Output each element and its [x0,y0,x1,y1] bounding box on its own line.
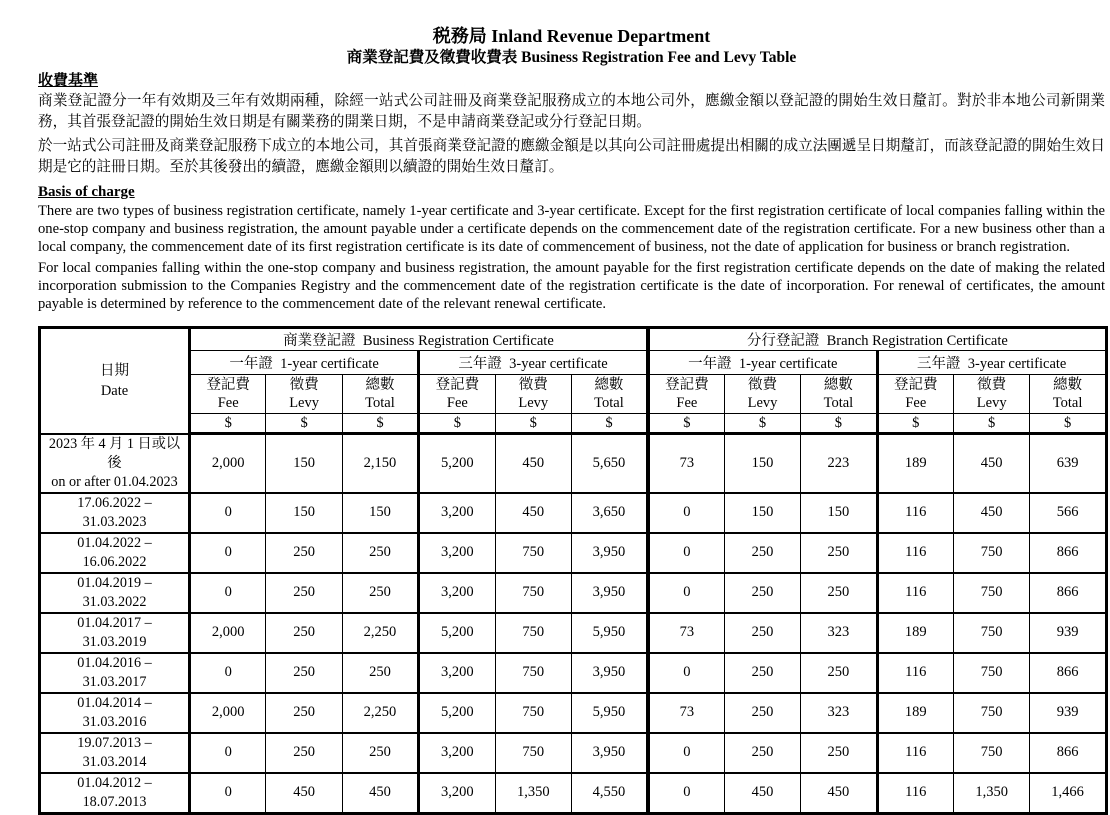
fee-cell: 250 [801,653,877,693]
fee-cell: 1,350 [953,773,1029,814]
fee-cell: 0 [190,773,266,814]
page-subtitle-en: Business Registration Fee and Levy Table [521,49,797,66]
text-line: Total [365,395,395,411]
text-line: 徵費 [518,376,548,393]
fee-cell: 939 [1030,613,1106,653]
text-line: 01.04.2016 – 31.03.2017 [77,654,152,690]
column-header [1030,375,1106,414]
fee-cell: 250 [266,533,342,573]
fee-cell: 150 [724,493,800,533]
text-line: 總數 [365,376,395,393]
fee-cell: 2,150 [342,434,418,493]
fee-cell: 450 [724,773,800,814]
page-subtitle-zh: 商業登記費及徵費收費表 [346,49,518,66]
text-line: 登記費 [435,376,480,393]
text-line: 01.04.2019 – 31.03.2022 [77,574,152,610]
text-line: Fee [905,395,927,411]
column-header [342,375,418,414]
cert-type-header: 三年證 3-year certificate [877,351,1106,375]
text-line: 19.07.2013 – 31.03.2014 [77,734,152,770]
text-line: Fee [217,395,239,411]
fee-cell: 450 [953,493,1029,533]
text-line: Levy [289,395,319,411]
table-row [40,653,1107,693]
text-line: 登記費 [894,376,938,393]
text-line: 總數 [1053,376,1083,393]
column-header [495,375,571,414]
fee-cell: 3,950 [571,573,647,613]
fee-cell: 250 [724,733,800,773]
section-heading-en: Basis of charge [38,184,135,200]
fee-cell: 5,650 [571,434,647,493]
fee-cell: 150 [266,493,342,533]
table-row [40,613,1107,653]
fee-cell: 116 [877,493,953,533]
fee-cell: 73 [648,613,724,653]
fee-cell: 0 [190,573,266,613]
fee-table [38,326,1108,815]
fee-cell: 750 [495,693,571,733]
fee-cell: 250 [342,653,418,693]
paragraph-en-2: For local companies falling within the one-stop company and business registration, the amount payable for the first registration certificate depends on the date of making the related incorporation submission to the Companies Registry and the commencement date of the registration certificate is the date of incorporation. For renewal of certificates, the amount payable is determined by reference to the commencement date of the relevant renewal certificate. [38,260,1105,312]
fee-cell: 150 [801,493,877,533]
fee-cell: 2,000 [190,693,266,733]
text-line: 01.04.2022 – 16.06.2022 [77,534,152,570]
fee-cell: 0 [190,493,266,533]
currency-header: $ [190,414,266,434]
text-line: on or after 01.04.2023 [51,473,178,490]
fee-cell: 3,200 [419,533,495,573]
date-column-header [40,328,190,434]
page-title-en: Inland Revenue Department [491,26,711,46]
fee-cell: 150 [342,493,418,533]
fee-cell: 750 [953,533,1029,573]
fee-cell: 0 [190,733,266,773]
fee-cell: 0 [190,533,266,573]
currency-header: $ [801,414,877,434]
fee-cell: 250 [342,533,418,573]
date-cell [40,434,190,493]
cert-type-header: 三年證 3-year certificate [419,351,648,375]
fee-cell: 250 [266,733,342,773]
fee-cell: 2,000 [190,434,266,493]
fee-cell: 323 [801,613,877,653]
fee-cell: 5,200 [419,613,495,653]
text-line: 總數 [594,376,624,393]
text-line: 01.04.2012 – 18.07.2013 [77,774,152,810]
fee-cell: 116 [877,733,953,773]
text-line: Levy [747,395,778,411]
column-header [724,375,800,414]
fee-cell: 750 [495,733,571,773]
fee-cell: 450 [495,493,571,533]
table-header-row [40,328,1107,351]
fee-cell: 450 [953,434,1029,493]
fee-cell: 450 [801,773,877,814]
cert-type-header: 一年證 1-year certificate [190,351,419,375]
fee-cell: 73 [648,434,724,493]
fee-cell: 250 [342,733,418,773]
fee-cell: 866 [1030,573,1106,613]
table-row [40,733,1107,773]
table-row [40,773,1107,814]
fee-cell: 3,650 [571,493,647,533]
fee-cell: 0 [648,733,724,773]
fee-cell: 73 [648,693,724,733]
fee-cell: 250 [801,533,877,573]
currency-header: $ [266,414,342,434]
text-line: 01.04.2017 – 31.03.2019 [77,614,152,650]
fee-cell: 866 [1030,533,1106,573]
text-line: 17.06.2022 – 31.03.2023 [77,494,152,530]
fee-cell: 250 [266,573,342,613]
fee-cell: 639 [1030,434,1106,493]
section-heading-zh: 收費基準 [38,73,99,89]
currency-header: $ [877,414,953,434]
fee-cell: 116 [877,573,953,613]
text-line: 徵費 [748,376,777,393]
text-line: Fee [446,395,468,411]
fee-cell: 116 [877,773,953,814]
fee-cell: 750 [495,573,571,613]
column-header [190,375,266,414]
fee-cell: 250 [801,573,877,613]
text-line: 徵費 [289,376,319,393]
fee-cell: 4,550 [571,773,647,814]
fee-cell: 323 [801,693,877,733]
column-header [419,375,495,414]
fee-cell: 5,200 [419,693,495,733]
column-header [801,375,877,414]
fee-cell: 3,200 [419,653,495,693]
fee-cell: 116 [877,653,953,693]
fee-cell: 0 [648,493,724,533]
group-header: 商業登記證 Business Registration Certificate [190,328,648,351]
table-header-row [40,414,1107,434]
date-cell [40,613,190,653]
fee-cell: 866 [1030,733,1106,773]
fee-cell: 0 [648,573,724,613]
fee-cell: 939 [1030,693,1106,733]
text-line: Total [594,395,624,411]
fee-cell: 1,466 [1030,773,1106,814]
document-content [38,0,1105,815]
text-line: 登記費 [665,376,709,393]
fee-cell: 189 [877,434,953,493]
fee-cell: 250 [724,573,800,613]
fee-cell: 250 [342,573,418,613]
text-line: 徵費 [977,376,1007,393]
fee-cell: 3,950 [571,653,647,693]
fee-cell: 866 [1030,653,1106,693]
page-title-zh: 税務局 [432,26,487,46]
fee-cell: 5,200 [419,434,495,493]
column-header [266,375,342,414]
date-cell [40,493,190,533]
fee-cell: 566 [1030,493,1106,533]
fee-cell: 5,950 [571,613,647,653]
fee-cell: 3,200 [419,573,495,613]
table-row [40,493,1107,533]
fee-cell: 189 [877,613,953,653]
table-row [40,573,1107,613]
currency-header: $ [571,414,647,434]
table-row [40,693,1107,733]
fee-cell: 250 [266,613,342,653]
paragraph-zh-1: 商業登記證分一年有效期及三年有效期兩種，除經一站式公司註冊及商業登記服務成立的本地公司外，應繳金額以登記證的開始生效日釐訂。對於非本地公司新開業務，其首張登記證的開始生效日期是有關業務的開業日期，不是申請商業登記或分行登記日期。 [38,93,1105,130]
fee-cell: 116 [877,533,953,573]
paragraph-en-1: There are two types of business registration certificate, namely 1-year certificate and 3-year certificate. Except for the first registration certificate of local companies falling within the one-stop company and business registration, the amount payable under a certificate depends on the commencement date of the registration certificate. For a new business other than a local company, the commencement date of its first registration certificate is its date of commencement of business, not the date of application for business or branch registration. [38,203,1105,255]
column-header [953,375,1029,414]
currency-header: $ [724,414,800,434]
fee-cell: 2,000 [190,613,266,653]
date-cell [40,573,190,613]
currency-header: $ [419,414,495,434]
paragraph-zh-2: 於一站式公司註冊及商業登記服務下成立的本地公司，其首張商業登記證的應繳金額是以其向公司註冊處提出相關的成立法團遞呈日期釐訂，而該登記證的開始生效日期是它的註冊日期。至於其後發出的續證，應繳金額則以續證的開始生效日釐訂。 [38,138,1105,175]
fee-cell: 2,250 [342,693,418,733]
table-header-row [40,375,1107,414]
fee-cell: 450 [342,773,418,814]
fee-cell: 3,200 [419,493,495,533]
text-line: Total [1052,395,1083,411]
currency-header: $ [953,414,1029,434]
currency-header: $ [1030,414,1106,434]
fee-cell: 250 [266,693,342,733]
text-line: Levy [518,395,549,411]
fee-cell: 3,950 [571,733,647,773]
text-line: Levy [976,395,1007,411]
fee-cell: 250 [266,653,342,693]
date-cell [40,693,190,733]
date-cell [40,533,190,573]
fee-cell: 250 [724,613,800,653]
text-line: 2023 年 4 月 1 日或以後 [48,435,181,471]
fee-cell: 0 [648,773,724,814]
fee-cell: 250 [724,653,800,693]
table-row [40,434,1107,493]
fee-cell: 1,350 [495,773,571,814]
fee-cell: 223 [801,434,877,493]
fee-cell: 750 [953,733,1029,773]
column-header [571,375,647,414]
fee-cell: 250 [724,693,800,733]
fee-cell: 189 [877,693,953,733]
fee-cell: 150 [266,434,342,493]
fee-table-head [40,328,1107,434]
fee-cell: 0 [190,653,266,693]
fee-cell: 750 [953,653,1029,693]
group-header: 分行登記證 Branch Registration Certificate [648,328,1106,351]
currency-header: $ [648,414,724,434]
text-line: Fee [676,395,698,411]
fee-cell: 750 [953,613,1029,653]
fee-cell: 750 [495,533,571,573]
text-line: 日期 [100,362,129,379]
fee-cell: 450 [266,773,342,814]
text-line: Total [823,395,854,411]
fee-cell: 250 [724,533,800,573]
text-line: Date [100,382,129,399]
fee-cell: 750 [953,573,1029,613]
fee-cell: 750 [953,693,1029,733]
fee-cell: 3,950 [571,533,647,573]
fee-cell: 5,950 [571,693,647,733]
fee-cell: 0 [648,533,724,573]
fee-cell: 0 [648,653,724,693]
fee-cell: 3,200 [419,773,495,814]
fee-cell: 750 [495,653,571,693]
date-cell [40,653,190,693]
currency-header: $ [342,414,418,434]
date-cell [40,733,190,773]
cert-type-header: 一年證 1-year certificate [648,351,877,375]
column-header [648,375,724,414]
text-line: 01.04.2014 – 31.03.2016 [77,694,152,730]
fee-cell: 450 [495,434,571,493]
fee-table-body [40,434,1107,814]
column-header [877,375,953,414]
table-row [40,533,1107,573]
page-title [38,26,1105,46]
fee-cell: 250 [801,733,877,773]
page-subtitle [38,48,1105,67]
text-line: 總數 [823,376,853,393]
text-line: 登記費 [206,376,250,393]
fee-cell: 150 [724,434,800,493]
fee-cell: 3,200 [419,733,495,773]
fee-cell: 750 [495,613,571,653]
currency-header: $ [495,414,571,434]
date-cell [40,773,190,814]
table-header-row [40,351,1107,375]
fee-cell: 2,250 [342,613,418,653]
